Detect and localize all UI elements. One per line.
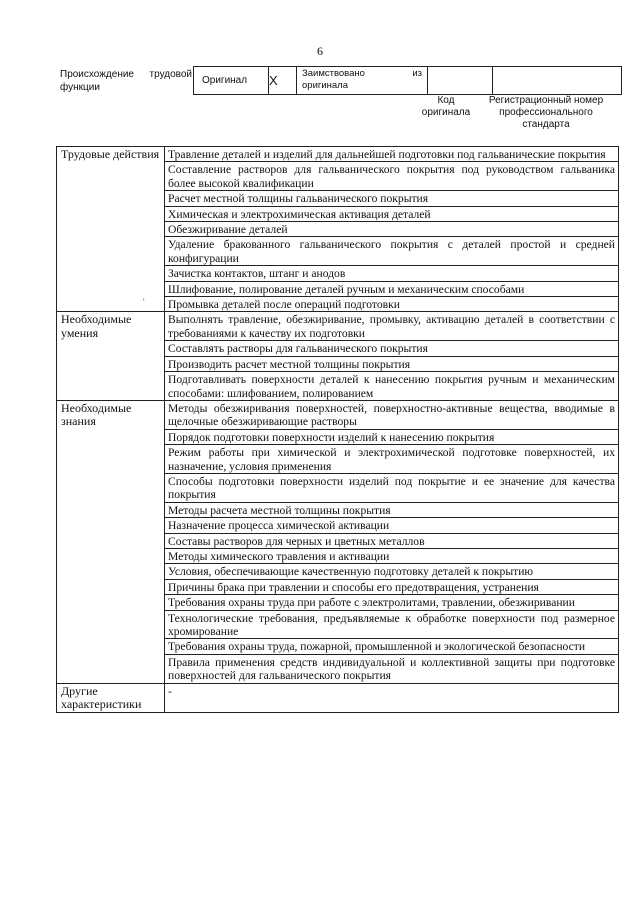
original-label: Оригинал bbox=[202, 75, 248, 86]
table-row bbox=[57, 147, 619, 162]
function-origin-label bbox=[60, 68, 192, 94]
original-cell bbox=[194, 67, 269, 95]
registration-number-caption: Регистрационный номер профессионального стандарта bbox=[488, 95, 604, 130]
section-item: Технологические требования, предъявляемые к обработке поверхности под размерное хромирование bbox=[165, 610, 619, 639]
table-row bbox=[57, 312, 619, 341]
section-item: Способы подготовки поверхности изделий под покрытие и ее значение для качества покрытия bbox=[165, 473, 619, 502]
section-item: Удаление бракованного гальванического покрытия с деталей простой и средней конфигурации bbox=[165, 237, 619, 266]
section-item: Расчет местной толщины гальванического покрытия bbox=[165, 191, 619, 206]
borrowed-label-b: из bbox=[412, 68, 422, 79]
section-item: Порядок подготовки поверхности изделий к нанесению покрытия bbox=[165, 429, 619, 444]
section-item: Назначение процесса химической активации bbox=[165, 518, 619, 533]
section-item: Подготавливать поверхности деталей к нанесению покрытия ручным и механическим способами: шлифованием, полированием bbox=[165, 372, 619, 401]
original-code-cell bbox=[428, 67, 493, 95]
section-title: Необходимые умения bbox=[57, 312, 165, 400]
stray-mark: ' bbox=[143, 297, 145, 307]
original-mark-cell bbox=[269, 67, 297, 95]
section-item: Производить расчет местной толщины покрытия bbox=[165, 356, 619, 371]
section-item: Методы расчета местной толщины покрытия bbox=[165, 502, 619, 517]
registration-number-cell bbox=[493, 67, 622, 95]
function-origin-label-line2: функции bbox=[60, 82, 100, 93]
origin-table bbox=[193, 66, 622, 95]
section-item: Правила применения средств индивидуальной и коллективной защиты при подготовке поверхностей для гальванического покрытия bbox=[165, 654, 619, 683]
table-row bbox=[57, 400, 619, 429]
section-item: Промывка деталей после операций подготовки bbox=[165, 297, 619, 312]
section-item: Составы растворов для черных и цветных металлов bbox=[165, 533, 619, 548]
section-title: Необходимые знания bbox=[57, 400, 165, 683]
section-item: Шлифование, полирование деталей ручным и механическим способами bbox=[165, 281, 619, 296]
borrowed-cell bbox=[297, 67, 428, 95]
section-item: Причины брака при травлении и способы его предотвращения, устранения bbox=[165, 579, 619, 594]
section-title: Трудовые действия bbox=[57, 147, 165, 312]
function-details-table bbox=[56, 146, 619, 713]
table-row bbox=[57, 683, 619, 712]
section-item: Составление растворов для гальванического покрытия под руководством гальваника более высокой квалификации bbox=[165, 162, 619, 191]
page-number: 6 bbox=[317, 44, 323, 58]
section-item: Методы химического травления и активации bbox=[165, 548, 619, 563]
section-item: Обезжиривание деталей bbox=[165, 222, 619, 237]
section-item: Методы обезжиривания поверхностей, поверхностно-активные вещества, вводимые в щелочные обезжиривающие растворы bbox=[165, 400, 619, 429]
section-item: - bbox=[165, 683, 619, 712]
section-item: Требования охраны труда при работе с электролитами, травлении, обезжиривании bbox=[165, 595, 619, 610]
section-item: Выполнять травление, обезжиривание, промывку, активацию деталей в соответствии с требованиями к качеству их подготовки bbox=[165, 312, 619, 341]
section-item: Режим работы при химической и электрохимической подготовке поверхностей, их назначение, условия применения bbox=[165, 445, 619, 474]
section-title: Другие характеристики bbox=[57, 683, 165, 712]
section-item: Травление деталей и изделий для дальнейшей подготовки под гальванические покрытия bbox=[165, 147, 619, 162]
original-mark: X bbox=[269, 73, 278, 88]
section-item: Химическая и электрохимическая активация деталей bbox=[165, 206, 619, 221]
original-code-caption: Код оригинала bbox=[421, 95, 471, 118]
borrowed-label-line2: оригинала bbox=[302, 80, 349, 91]
section-item: Зачистка контактов, штанг и анодов bbox=[165, 266, 619, 281]
section-item: Условия, обеспечивающие качественную подготовку деталей к покрытию bbox=[165, 564, 619, 579]
section-item: Составлять растворы для гальванического покрытия bbox=[165, 341, 619, 356]
function-origin-label-line1: Происхождение трудовой bbox=[60, 69, 192, 80]
section-item: Требования охраны труда, пожарной, промышленной и экологической безопасности bbox=[165, 639, 619, 654]
borrowed-label-a: Заимствовано bbox=[302, 68, 365, 79]
